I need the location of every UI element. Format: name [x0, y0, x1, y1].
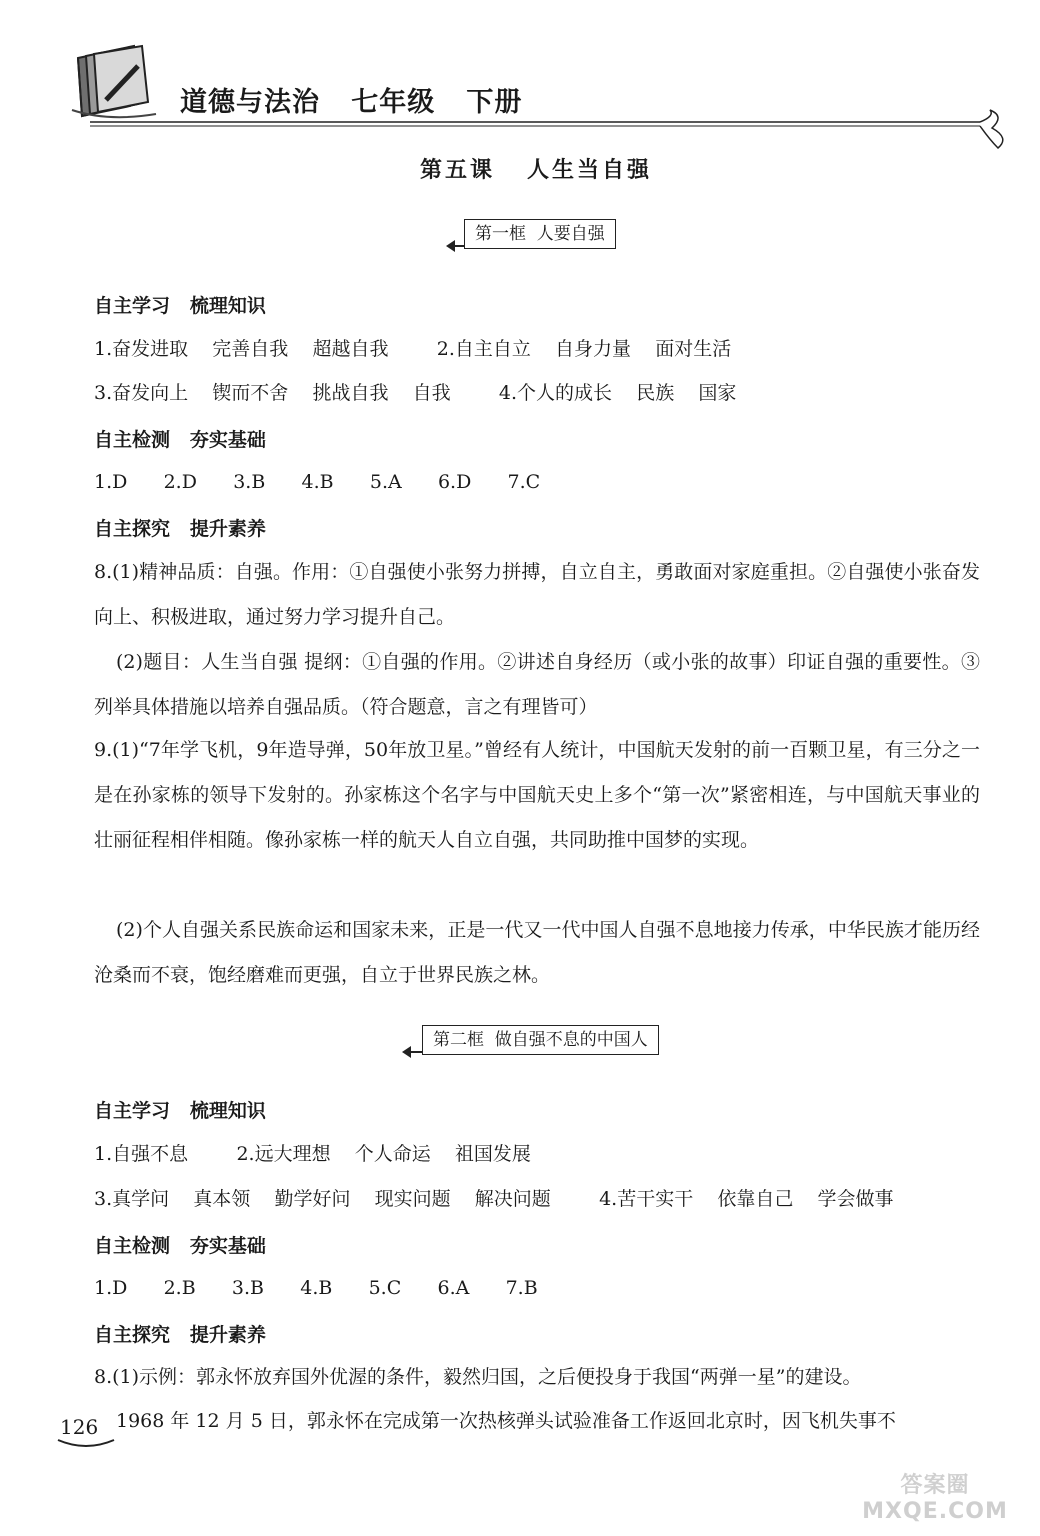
lesson-title: 第五课 人生当自强: [420, 157, 652, 183]
answer-line: 3.真学问 真本领 勤学好问 现实问题 解决问题 4.苦干实干 依靠自己 学会做事: [94, 1188, 894, 1210]
page-number: 126: [60, 1415, 99, 1439]
section-heading: 自主探究 提升素养: [94, 1324, 266, 1346]
frame-2-label: 第二框 做自强不息的中国人: [422, 1025, 659, 1055]
answer-line: 1.奋发进取 完善自我 超越自我 2.自主自立 自身力量 面对生活: [94, 338, 732, 360]
answer-line: 1.自强不息 2.远大理想 个人命运 祖国发展: [94, 1143, 531, 1165]
answer-paragraph: 8.(1)精神品质：自强。作用：①自强使小张努力拼搏，自立自主，勇敢面对家庭重担。②自强使小张奋发向上、积极进取，通过努力学习提升自己。: [94, 561, 980, 628]
section-heading: 自主学习 梳理知识: [94, 295, 266, 317]
page-number-swash: [56, 1436, 116, 1452]
answer-line: 1968 年 12 月 5 日，郭永怀在完成第一次热核弹头试验准备工作返回北京时，因飞机失事不: [116, 1410, 896, 1432]
book-title: 道德与法治 七年级 下册: [180, 87, 523, 118]
answer-line: 8.(1)示例：郭永怀放弃国外优渥的条件，毅然归国，之后便投身于我国“两弹一星”的建设。: [94, 1366, 862, 1388]
answer-line: 1.D 2.D 3.B 4.B 5.A 6.D 7.C: [94, 471, 541, 493]
answer-line: 3.奋发向上 锲而不舍 挑战自我 自我 4.个人的成长 民族 国家: [94, 382, 737, 404]
answer-paragraph: 9.(1)“7年学飞机，9年造导弹，50年放卫星。”曾经有人统计，中国航天发射的前一百颗卫星，有三分之一是在孙家栋的领导下发射的。孙家栋这个名字与中国航天史上多个“第一次”紧密相连，与中国航天事业的壮丽征程相伴相随。像孙家栋一样的航天人自立自强，共同助推中国梦的实现。: [94, 739, 980, 851]
section-heading: 自主检测 夯实基础: [94, 1235, 266, 1257]
watermark: 答案圈 MXQE.COM: [862, 1473, 1008, 1524]
answer-paragraph: (2)个人自强关系民族命运和国家未来，正是一代又一代中国人自强不息地接力传承，中华民族才能历经沧桑而不衰，饱经磨难而更强，自立于世界民族之林。: [94, 919, 980, 986]
frame-arrow: [452, 245, 464, 247]
answer-paragraph: (2)题目：人生当自强 提纲：①自强的作用。②讲述自身经历（或小张的故事）印证自强的重要性。③列举具体措施以培养自强品质。（符合题意，言之有理皆可）: [94, 651, 980, 718]
answer-line: 1.D 2.B 3.B 4.B 5.C 6.A 7.B: [94, 1277, 538, 1299]
section-heading: 自主检测 夯实基础: [94, 429, 266, 451]
section-heading: 自主探究 提升素养: [94, 518, 266, 540]
section-heading: 自主学习 梳理知识: [94, 1100, 266, 1122]
frame-arrow: [408, 1051, 422, 1053]
frame-1-label: 第一框 人要自强: [464, 219, 616, 249]
header-rule: [60, 108, 1010, 158]
